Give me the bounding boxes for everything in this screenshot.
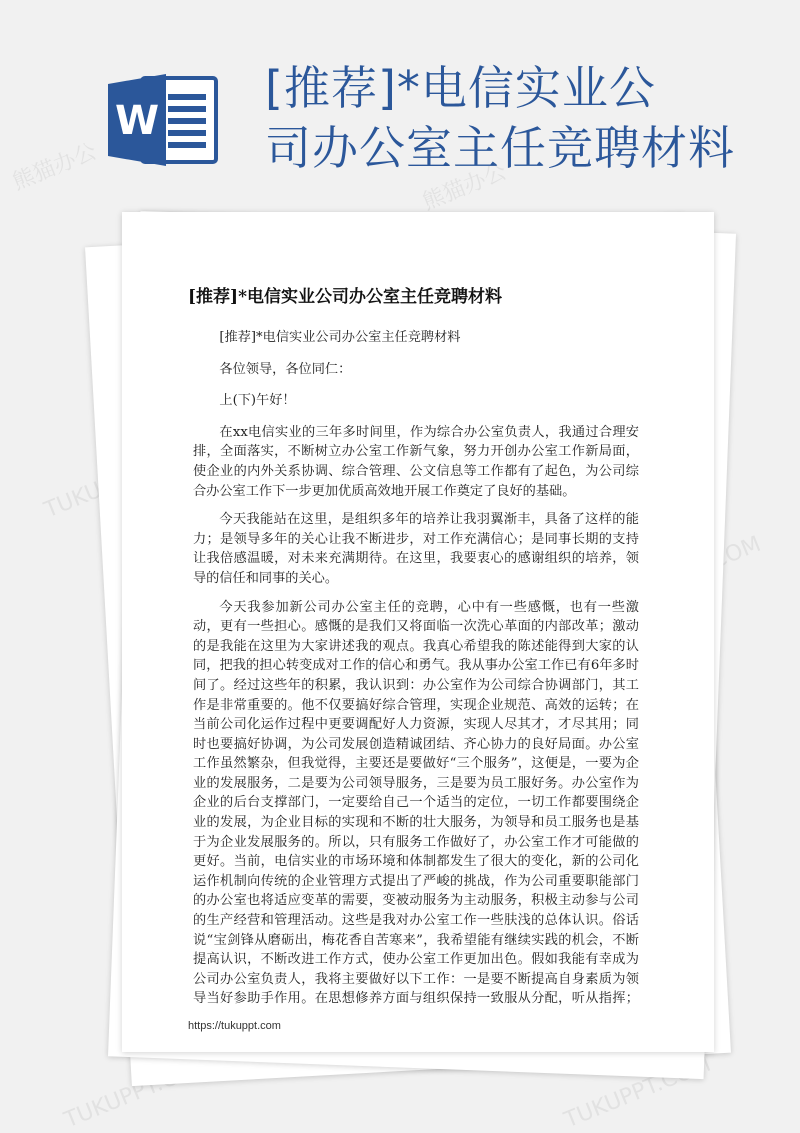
page-title-line1: [推荐]*电信实业公	[265, 61, 656, 115]
document-body	[193, 328, 639, 1008]
document-title: [推荐]*电信实业公司办公室主任竞聘材料	[188, 287, 502, 307]
paragraph-heading: [推荐]*电信实业公司办公室主任竞聘材料	[219, 330, 461, 345]
paragraph-salutation: 各位领导，各位同仁：	[219, 361, 352, 377]
logo-letter: W	[114, 98, 160, 144]
word-document-icon	[108, 70, 220, 170]
footer-url: https://tukuppt.com	[188, 1020, 281, 1032]
watermark: 熊猫办公	[419, 159, 511, 216]
page-title-line2: 司办公室主任竞聘材料	[265, 121, 735, 175]
page-title	[265, 58, 745, 178]
paragraph: 今天我参加新公司办公室主任的竞聘，心中有一些感慨，也有一些激动，更有一些担心。感慨的是我们又将面临一次洗心革面的内部改革；激动的是我能在这里为大家讲述我的观点。我真心希望我的陈述能得到大家的认同，把我的担心转变成对工作的信心和勇气。我从事办公室工作已有6年多时间了。经过这些年的积累，我认识到：办公室作为公司综合协调部门，其工作是非常重要的。他不仅要搞好综合管理，实现企业规范、高效的运转；在当前公司化运作过程中更要调配好人力资源，实现人尽其才，才尽其用；同时也要搞好协调，为公司发展创造精诚团结、齐心协力的良好局面。办公室工作虽然繁杂，但我觉得，主要还是要做好“三个服务”，这便是，一要为企业的发展服务，二是要为公司领导服务，三是要为员工服好务。办公室作为企业的后台支撑部门，一定要给自己一个适当的定位，一切工作都要围绕企业的发展，为企业目标的实现和不断的壮大服务，为领导和员工服务也是基于为企业发展服务的。所以，只有服务工作做好了，办公室工作才可能做的更好。当前，电信实业的市场环境和体制都发生了很大的变化，新的公司化运作机制向传统的企业管理方式提出了严峻的挑战，作为公司重要职能部门的办公室也将适应变革的需要，变被动服务为主动服务，积极主动参与公司的生产经营和管理活动。这些是我对办公室工作一些肤浅的总体认识。俗话说“宝剑锋从磨砺出，梅花香自苦寒来”，我希望能有继续实践的机会，不断提高认识，不断改进工作方式，使办公室工作更加出色。假如我能有幸成为公司办公室负责人，我将主要做好以下工作：一是要不断提高自身素质为领导当好参助手作用。在思想修养方面与组织保持一致服从分配，听从指挥；	[193, 599, 639, 1007]
paragraph: 今天我能站在这里，是组织多年的培养让我羽翼渐丰，具备了这样的能力；是领导多年的关心让我不断进步，对工作充满信心；是同事长期的支持让我倍感温暖，对未来充满期待。在这里，我要衷心的感谢组织的培养，领导的信任和同事的关心。	[193, 512, 639, 586]
paragraph-greeting: 上(下)午好！	[219, 393, 296, 409]
watermark: TUKUPPT.COM	[60, 1051, 215, 1133]
watermark: 熊猫办公	[9, 139, 101, 196]
paragraph: 在xx电信实业的三年多时间里，作为综合办公室负责人，我通过合理安排，全面落实，不断树立办公室工作新气象，努力开创办公室工作新局面，使企业的内外关系协调、综合管理、公文信息等工作都有了起色，为公司综合办公室工作下一步更加优质高效地开展工作奠定了良好的基础。	[193, 424, 639, 499]
watermark: TUKUPPT.COM	[560, 1051, 715, 1133]
